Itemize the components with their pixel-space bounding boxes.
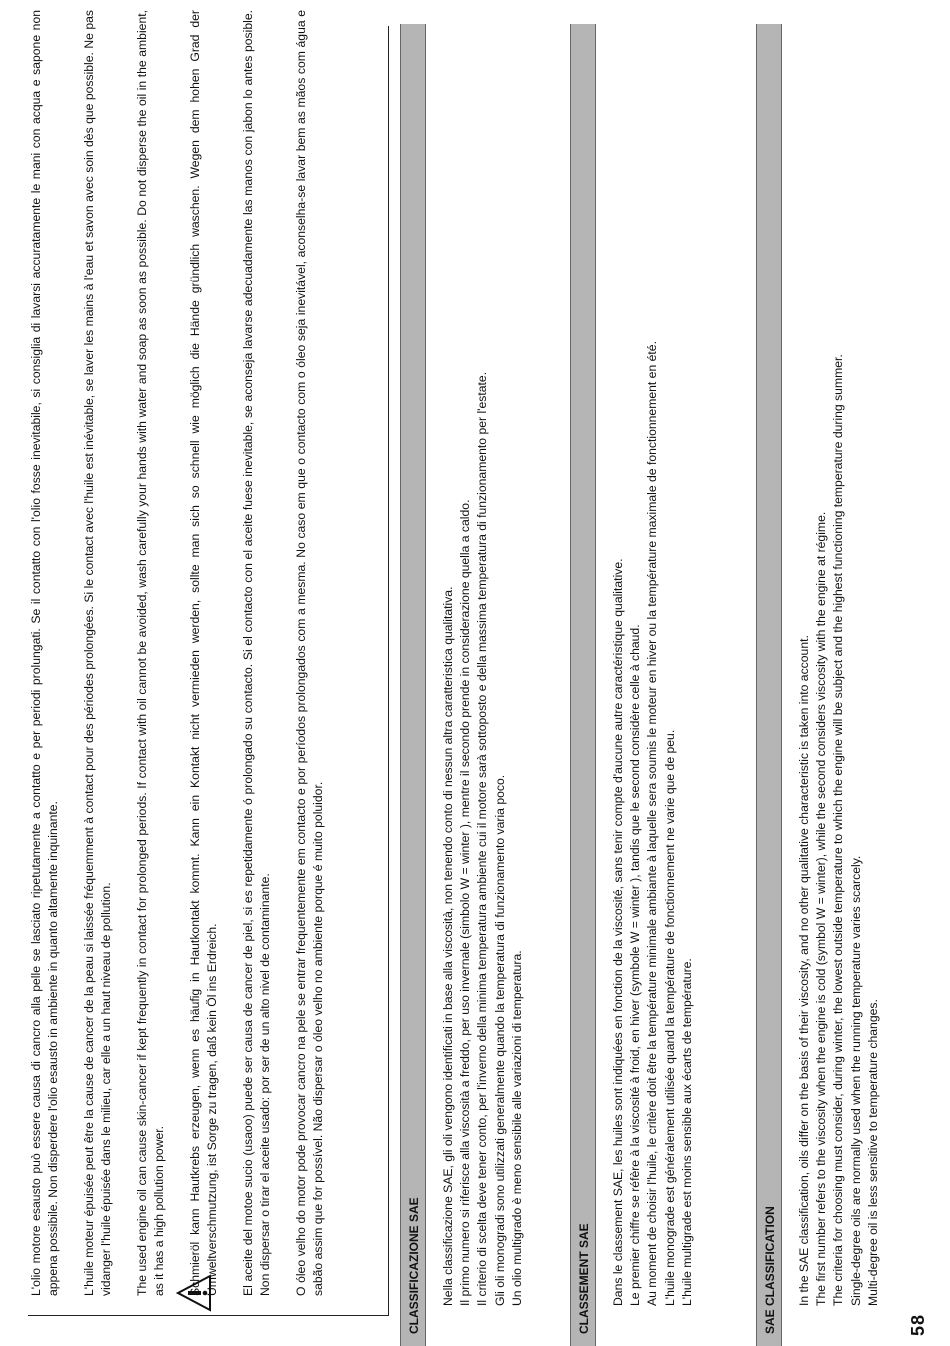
warning-left-rule xyxy=(28,1315,388,1316)
body-line: Single-degree oils are normally used when the running temperature varies scarcely. xyxy=(848,855,863,1306)
body-line: Dans le classement SAE, les huiles sont indiquées en fonction de la viscosité, sans tenir compte d'aucune autre caractéristique qualitative. xyxy=(611,558,625,1306)
body-line: L'huile monograde est généralement utilisée quand la température de fonctionnement ne varie que de peu. xyxy=(662,729,677,1306)
warning-text-de: Schmieröl kann Hautkrebs erzeugen, wenn es häufig in Hautkontakt kommt. Kann ein Kontakt nicht vermieden werden, sollte man sich so schnell wie möglich die Hände gründlich waschen. Wegen dem hohen Grad der Umweltverschmutzung, ist Sorge zu tragen, daß kein Öl ins Erdreich. xyxy=(188,10,219,1296)
body-line: Au moment de choisir l'huile, le critère doit être la température minimale ambiante à laquelle sera soumis le moteur en hiver ou la température maximale de fonctionnement en été. xyxy=(645,341,660,1306)
body-line: Gli oli monogradi sono utilizzati generalmente quando la temperatura di funzionamento varia poco. xyxy=(492,774,507,1306)
warning-text-en: The used engine oil can cause skin-cancer if kept frequently in contact for prolonged periods. If contact with oil cannot be avoided, wash carefully your hands with water and soap as soon as possible. Do not disperse the oil in the ambient, as it has a high pollution power. xyxy=(135,10,166,1296)
body-line: Un olio multigrado è meno sensibile alle variazioni di temperatura. xyxy=(509,950,524,1306)
section-heading-en: SAE CLASSIFICATION xyxy=(756,24,782,1346)
body-line: Il primo numero si riferisce alla viscosità a freddo, per uso invernale (simbolo W = winter ), mentre il secondo prende in considerazione quella a caldo. xyxy=(458,499,473,1306)
body-line: Le premier chiffre se réfère à la viscosité à froid, en hiver (symbole W = winter ), tandis que le second considère celle à chaud. xyxy=(628,624,643,1306)
warning-text-fr: L'huile moteur épuisée peut être la cause de cancer de la peau si laissée fréquemment à contact pour des périodes prolongées. Si le contact avec l'huile est inévitable, se laver les mains à l'eau et savon avec soin dès que possible. Ne pas vidanger l'huile épuisée dans le milieu, car elle a un haut niveau de pollution. xyxy=(82,10,113,1296)
body-line: Multi-degree oil is less sensitive to temperature changes. xyxy=(865,999,880,1306)
section-heading-it: CLASSIFICAZIONE SAE xyxy=(400,24,426,1346)
warning-bottom-rule xyxy=(388,26,389,1316)
warning-text-it: L'olio motore esausto può essere causa di cancro alla pelle se lasciato ripetutamente a contatto e per periodi prolungati. Se il contatto con l'olio fosse inevitabile, si consiglia di lavarsi accuratamente le mani con acqua e sapone non appena possibile. Non disperdere l'olio esausto in ambiente in quanto altamente inquinante. xyxy=(29,10,60,1296)
body-line: The first number refers to the viscosity when the engine is cold (symbol W = winter), while the second considers viscosity with the engine at régime. xyxy=(814,511,829,1306)
body-line: In the SAE classification, oils differ on the basis of their viscosity, and no other qualitative characteristic is taken into account. xyxy=(797,635,811,1306)
section-body-en xyxy=(796,24,882,1306)
warning-text-es: El aceite del motoe sucio (usaoo) puede ser causa de cancer de piel, si es repetidamente ó prolongado su contacto. Si el contacto con el aceite fuese inevitable, se aconseja lavarse adecuadamente las manos con jabon lo antes posible. Non dispersar o tirar el aceite usado: por ser de un alto nivel de contaminante. xyxy=(241,10,272,1296)
body-line: L'huile multigrade est moins sensible aux écarts de température. xyxy=(679,958,694,1306)
warning-text-pt: O óleo velho do motor pode provocar cancro na pele se entrar frequentemente em contacto e por períodos prolongados com a mesma. No caso em que o contacto com o óleo seja inevitável, aconselha-se lavar bem as mãos com água e sabão assim que for possível. Não dispersar o óleo velho no ambiente porque é muito poluidor. xyxy=(294,10,325,1296)
section-heading-fr: CLASSEMENT SAE xyxy=(570,24,596,1346)
body-line: Il criterio di scelta deve tener conto, per l'inverno della minima temperatura ambiente cui il motore sarà sottoposto e della massima temperatura di funzionamento per l'estate. xyxy=(475,371,490,1306)
body-line: Nella classificazione SAE, gli oli vengono identificati in base alla viscosità, non tenendo conto di nessun altra caratteristica qualitativa. xyxy=(441,586,455,1306)
warning-section xyxy=(28,10,346,1296)
page-number: 58 xyxy=(908,1313,928,1336)
section-body-fr xyxy=(610,24,696,1306)
body-line: The criteria for choosing must consider, during winter, the lowest outside temperature to which the engine will be subject and the highest functioning temperature during summer. xyxy=(831,354,846,1306)
section-body-it xyxy=(440,24,526,1306)
